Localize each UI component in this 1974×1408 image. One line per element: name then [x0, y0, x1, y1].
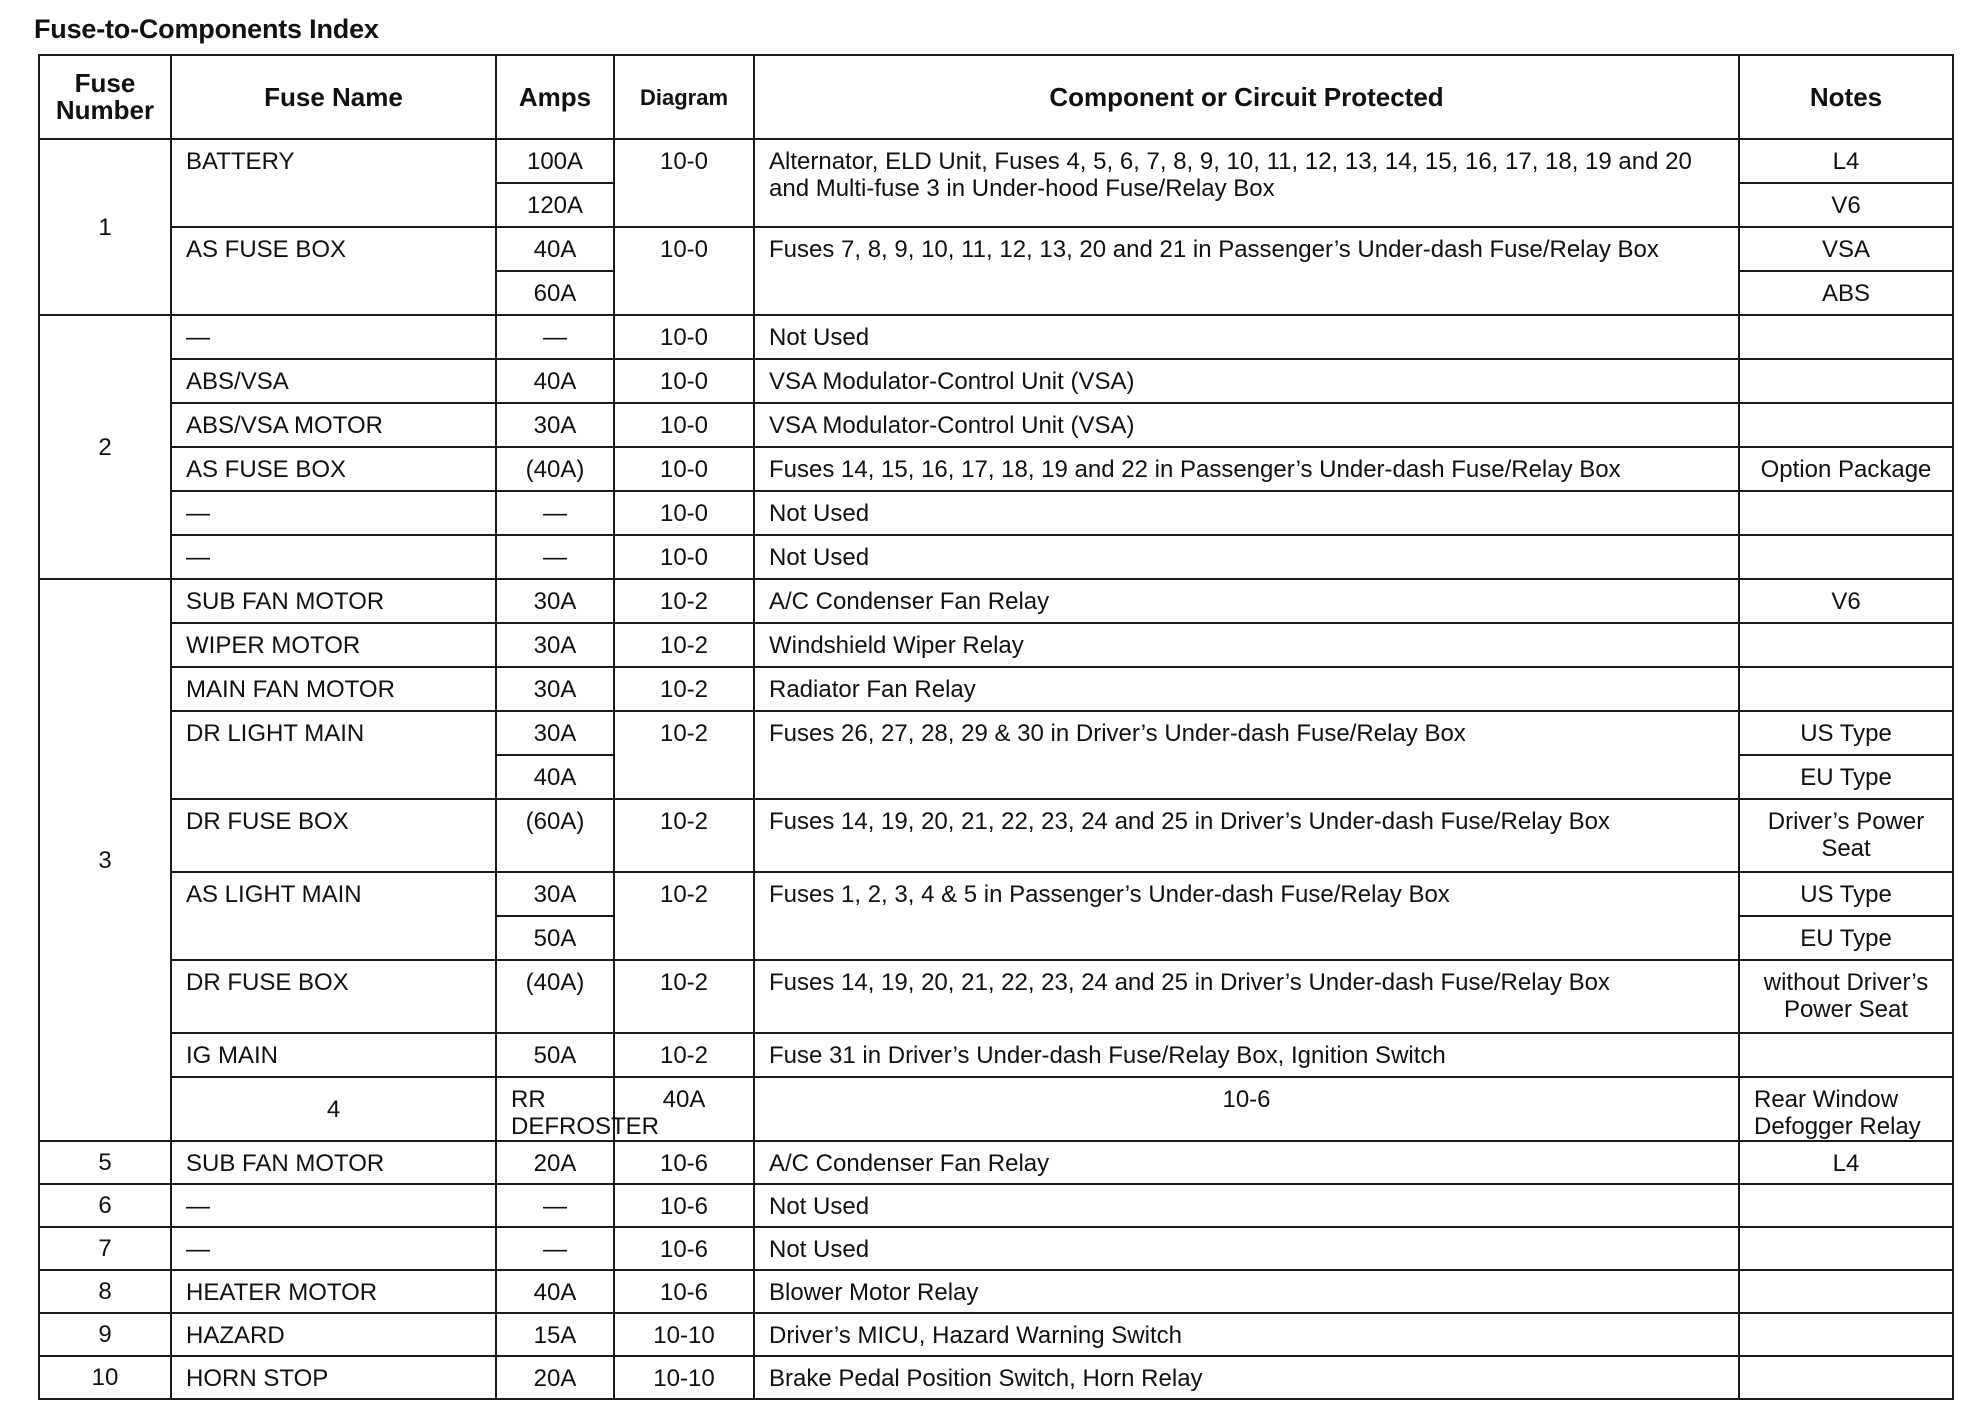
table-row [39, 799, 1953, 872]
notes: EU Type [1739, 916, 1953, 960]
fuse-name: HEATER MOTOR [171, 1270, 496, 1313]
component: Windshield Wiper Relay [754, 623, 1739, 667]
fuse-number: 6 [39, 1184, 171, 1227]
component: Fuses 14, 19, 20, 21, 22, 23, 24 and 25 in Driver’s Under-dash Fuse/Relay Box [754, 799, 1739, 872]
table-row [39, 667, 1953, 711]
amps: (40A) [496, 447, 614, 491]
diagram: 10-2 [614, 711, 754, 799]
component: A/C Condenser Fan Relay [754, 579, 1739, 623]
diagram: 10-6 [754, 1077, 1739, 1141]
notes: L4 [1739, 139, 1953, 183]
notes: L4 [1739, 1141, 1953, 1184]
amps: — [496, 491, 614, 535]
fuse-name: DR FUSE BOX [171, 799, 496, 872]
diagram: 10-2 [614, 579, 754, 623]
diagram: 10-6 [614, 1227, 754, 1270]
fuse-name: — [171, 535, 496, 579]
diagram: 10-2 [614, 960, 754, 1033]
table-row [39, 1141, 1953, 1184]
fuse-number: 4 [171, 1077, 496, 1141]
fuse-name: — [171, 491, 496, 535]
amps: 20A [496, 1356, 614, 1399]
notes [1739, 667, 1953, 711]
amps: 100A [496, 139, 614, 183]
table-row [39, 1184, 1953, 1227]
amps: 30A [496, 711, 614, 755]
amps: — [496, 1227, 614, 1270]
fuse-name: — [171, 1184, 496, 1227]
fuse-name: HAZARD [171, 1313, 496, 1356]
amps: 30A [496, 623, 614, 667]
fuse-name: HORN STOP [171, 1356, 496, 1399]
table-row [39, 960, 1953, 1033]
component: Fuses 14, 19, 20, 21, 22, 23, 24 and 25 in Driver’s Under-dash Fuse/Relay Box [754, 960, 1739, 1033]
fuse-number: 1 [39, 139, 171, 315]
table-row [39, 491, 1953, 535]
notes [1739, 1313, 1953, 1356]
notes: US Type [1739, 872, 1953, 916]
header-fuse-number: Fuse Number [39, 55, 171, 139]
fuse-name: DR FUSE BOX [171, 960, 496, 1033]
table-row [39, 403, 1953, 447]
amps: 40A [496, 1270, 614, 1313]
fuse-name: SUB FAN MOTOR [171, 579, 496, 623]
notes: EU Type [1739, 755, 1953, 799]
table-row [39, 1356, 1953, 1399]
component: Not Used [754, 1227, 1739, 1270]
diagram: 10-2 [614, 667, 754, 711]
diagram: 10-0 [614, 535, 754, 579]
fuse-number: 8 [39, 1270, 171, 1313]
amps: 50A [496, 1033, 614, 1077]
notes: VSA [1739, 227, 1953, 271]
header-fuse-name: Fuse Name [171, 55, 496, 139]
component: Brake Pedal Position Switch, Horn Relay [754, 1356, 1739, 1399]
amps: 30A [496, 579, 614, 623]
component: Not Used [754, 491, 1739, 535]
table-row [39, 227, 1953, 271]
component: Not Used [754, 535, 1739, 579]
amps: 60A [496, 271, 614, 315]
amps: 50A [496, 916, 614, 960]
component: Fuses 1, 2, 3, 4 & 5 in Passenger’s Under-dash Fuse/Relay Box [754, 872, 1739, 960]
notes [1739, 535, 1953, 579]
amps: — [496, 535, 614, 579]
amps: 40A [496, 227, 614, 271]
notes [1739, 359, 1953, 403]
notes [1739, 1356, 1953, 1399]
diagram: 10-0 [614, 359, 754, 403]
component: A/C Condenser Fan Relay [754, 1141, 1739, 1184]
table-row [39, 623, 1953, 667]
amps: — [496, 1184, 614, 1227]
table-row [39, 1077, 1953, 1141]
notes [1739, 623, 1953, 667]
diagram: 10-2 [614, 872, 754, 960]
amps: 40A [496, 755, 614, 799]
amps: — [496, 315, 614, 359]
diagram: 10-0 [614, 139, 754, 227]
notes [1739, 315, 1953, 359]
fuse-number: 5 [39, 1141, 171, 1184]
amps: 40A [614, 1077, 754, 1141]
diagram: 10-2 [614, 1033, 754, 1077]
diagram: 10-2 [614, 799, 754, 872]
component: Blower Motor Relay [754, 1270, 1739, 1313]
table-row [39, 447, 1953, 491]
component: Rear Window Defogger Relay [1739, 1077, 1953, 1141]
table-row [39, 1227, 1953, 1270]
diagram: 10-6 [614, 1270, 754, 1313]
fuse-name: BATTERY [171, 139, 496, 227]
fuse-name: ABS/VSA [171, 359, 496, 403]
header-component: Component or Circuit Protected [754, 55, 1739, 139]
component: Fuses 26, 27, 28, 29 & 30 in Driver’s Under-dash Fuse/Relay Box [754, 711, 1739, 799]
notes [1739, 1033, 1953, 1077]
header-notes: Notes [1739, 55, 1953, 139]
notes: Option Package [1739, 447, 1953, 491]
notes [1739, 403, 1953, 447]
component: Alternator, ELD Unit, Fuses 4, 5, 6, 7, 8, 9, 10, 11, 12, 13, 14, 15, 16, 17, 18, 19 and 20 and Multi-fuse 3 in Under-hood Fuse/Relay Box [754, 139, 1739, 227]
fuse-name: SUB FAN MOTOR [171, 1141, 496, 1184]
component: Fuse 31 in Driver’s Under-dash Fuse/Relay Box, Ignition Switch [754, 1033, 1739, 1077]
fuse-name: WIPER MOTOR [171, 623, 496, 667]
header-diagram: Diagram [614, 55, 754, 139]
diagram: 10-0 [614, 403, 754, 447]
table-row [39, 535, 1953, 579]
component: Driver’s MICU, Hazard Warning Switch [754, 1313, 1739, 1356]
component: Fuses 7, 8, 9, 10, 11, 12, 13, 20 and 21 in Passenger’s Under-dash Fuse/Relay Box [754, 227, 1739, 315]
amps: 15A [496, 1313, 614, 1356]
notes: Driver’s Power Seat [1739, 799, 1953, 872]
fuse-number: 9 [39, 1313, 171, 1356]
component: Fuses 14, 15, 16, 17, 18, 19 and 22 in Passenger’s Under-dash Fuse/Relay Box [754, 447, 1739, 491]
component: Not Used [754, 315, 1739, 359]
amps: 30A [496, 872, 614, 916]
notes: ABS [1739, 271, 1953, 315]
fuse-name: RR DEFROSTER [496, 1077, 614, 1141]
fuse-number: 2 [39, 315, 171, 579]
notes [1739, 491, 1953, 535]
page-title: Fuse-to-Components Index [34, 14, 379, 44]
fuse-name: ABS/VSA MOTOR [171, 403, 496, 447]
fuse-name: — [171, 315, 496, 359]
component: Radiator Fan Relay [754, 667, 1739, 711]
diagram: 10-10 [614, 1356, 754, 1399]
table-row [39, 1033, 1953, 1077]
table-row [39, 359, 1953, 403]
table-row [39, 872, 1953, 916]
notes: V6 [1739, 183, 1953, 227]
diagram: 10-6 [614, 1184, 754, 1227]
table-row [39, 315, 1953, 359]
notes: V6 [1739, 579, 1953, 623]
fuse-number: 3 [39, 579, 171, 1141]
fuse-name: AS FUSE BOX [171, 227, 496, 315]
fuse-number: 10 [39, 1356, 171, 1399]
diagram: 10-10 [614, 1313, 754, 1356]
table-row [39, 711, 1953, 755]
amps: 120A [496, 183, 614, 227]
amps: (60A) [496, 799, 614, 872]
fuse-name: AS LIGHT MAIN [171, 872, 496, 960]
notes: US Type [1739, 711, 1953, 755]
component: Not Used [754, 1184, 1739, 1227]
table-row [39, 579, 1953, 623]
diagram: 10-6 [614, 1141, 754, 1184]
table-row [39, 1313, 1953, 1356]
diagram: 10-0 [614, 447, 754, 491]
fuse-name: DR LIGHT MAIN [171, 711, 496, 799]
component: VSA Modulator-Control Unit (VSA) [754, 403, 1739, 447]
notes [1739, 1184, 1953, 1227]
diagram: 10-2 [614, 623, 754, 667]
fuse-name: MAIN FAN MOTOR [171, 667, 496, 711]
fuse-name: — [171, 1227, 496, 1270]
fuse-name: AS FUSE BOX [171, 447, 496, 491]
notes [1739, 1227, 1953, 1270]
fuse-number: 7 [39, 1227, 171, 1270]
diagram: 10-0 [614, 491, 754, 535]
notes [1739, 1270, 1953, 1313]
fuse-name: IG MAIN [171, 1033, 496, 1077]
amps: 30A [496, 667, 614, 711]
amps: 40A [496, 359, 614, 403]
component: VSA Modulator-Control Unit (VSA) [754, 359, 1739, 403]
notes: without Driver’s Power Seat [1739, 960, 1953, 1033]
amps: 30A [496, 403, 614, 447]
amps: 20A [496, 1141, 614, 1184]
table-row [39, 139, 1953, 183]
fuse-index-table [38, 54, 1954, 1400]
diagram: 10-0 [614, 227, 754, 315]
table-row [39, 1270, 1953, 1313]
header-amps: Amps [496, 55, 614, 139]
diagram: 10-0 [614, 315, 754, 359]
table-header-row [39, 55, 1953, 139]
amps: (40A) [496, 960, 614, 1033]
